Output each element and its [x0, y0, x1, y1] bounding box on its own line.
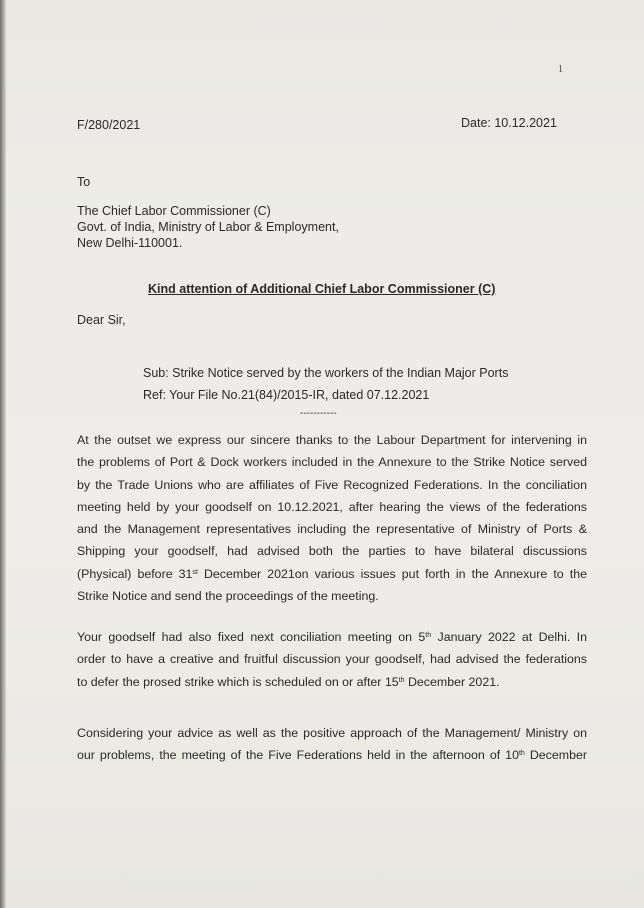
paragraph-line: Your goodself had also fixed next conciliation meeting on 5th January 2022 at Delhi. In	[77, 630, 587, 644]
page-number: 1	[558, 64, 563, 75]
paragraph-1	[77, 429, 587, 607]
address-line-2: Govt. of India, Ministry of Labor & Employment,	[77, 220, 339, 234]
reference-line: Ref: Your File No.21(84)/2015-IR, dated 07.12.2021	[143, 388, 430, 402]
paragraph-line: by the Trade Unions who are affiliates of Five Recognized Federations. In the conciliation	[77, 477, 587, 492]
paragraph-line: At the outset we express our sincere thanks to the Labour Department for intervening in	[77, 433, 587, 447]
address-line-1: The Chief Labor Commissioner (C)	[77, 204, 271, 218]
paragraph-line: meeting held by your goodself on 10.12.2021, after hearing the views of the federations	[77, 499, 587, 514]
paragraph-line: Considering your advice as well as the positive approach of the Management/ Ministry on	[77, 726, 587, 740]
letter-date: Date: 10.12.2021	[461, 116, 557, 130]
paragraph-line: order to have a creative and fruitful discussion your goodself, had advised the federations	[77, 652, 587, 667]
address-line-3: New Delhi-110001.	[77, 236, 183, 250]
paragraph-line: Shipping your goodself, had advised both the parties to have bilateral discussions	[77, 544, 587, 559]
attention-line: Kind attention of Additional Chief Labor Commissioner (C)	[148, 282, 496, 296]
subject-line: Sub: Strike Notice served by the workers of the Indian Major Ports	[143, 366, 509, 380]
paragraph-line: the problems of Port & Dock workers included in the Annexure to the Strike Notice served	[77, 455, 587, 470]
divider-dashes: -----------	[300, 408, 337, 419]
paragraph-3	[77, 722, 587, 767]
paragraph-line: and the Management representatives including the representative of Ministry of Ports &	[77, 522, 587, 537]
paragraph-line: our problems, the meeting of the Five Federations held in the afternoon of 10th December	[77, 748, 587, 763]
paragraph-line: Strike Notice and send the proceedings of the meeting.	[77, 589, 379, 604]
paragraph-line: to defer the prosed strike which is scheduled on or after 15th December 2021.	[77, 674, 500, 689]
paper-edge-shadow	[0, 0, 6, 908]
paragraph-2	[77, 626, 587, 693]
paragraph-line: (Physical) before 31st December 2021on various issues put forth in the Annexure to the	[77, 566, 587, 581]
file-reference: F/280/2021	[77, 118, 141, 132]
salutation: Dear Sir,	[77, 313, 126, 327]
recipient-to: To	[77, 175, 91, 189]
